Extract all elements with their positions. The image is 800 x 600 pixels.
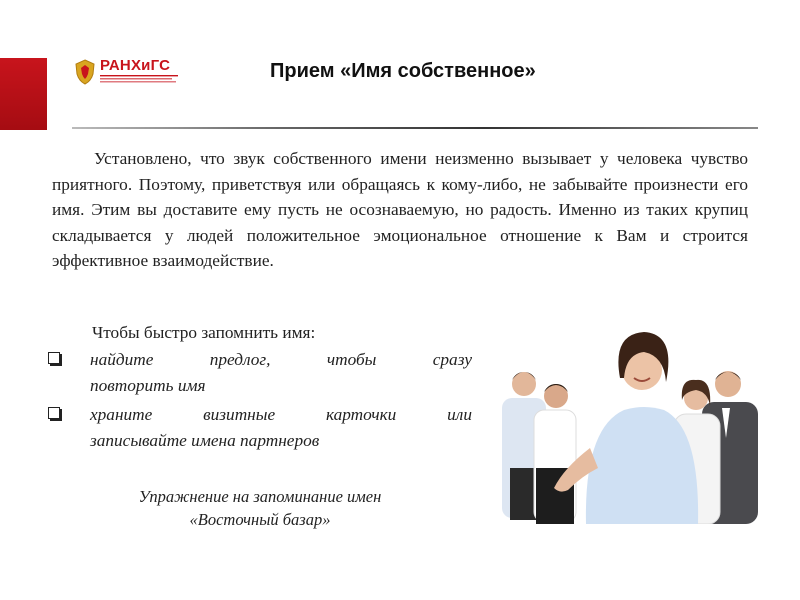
checkbox-bullet-icon [48,407,60,419]
logo-tagline-lines [100,74,180,84]
ranepa-logo [74,57,174,89]
list-item [48,402,472,453]
howto-label: Чтобы быстро запомнить имя: [92,323,316,342]
accent-red-block [0,58,47,130]
exercise-caption [100,485,420,531]
title-divider [72,127,758,129]
tip-line-2: записывайте имена партнеров [90,430,320,450]
exercise-line-2: «Восточный базар» [189,510,331,529]
list-item [48,347,472,398]
tips-list [48,347,472,457]
exercise-line-1: Упражнение на запоминание имен [138,487,382,506]
business-team-photo [494,318,764,524]
tip-line-2: повторить имя [90,375,206,395]
logo-text: РАНХиГС [100,57,171,74]
intro-paragraph: Установлено, что звук собственного имени неизменно вызывает у человека чувство приятного. Поэтому, приветствуя или обращаясь к кому-либо, не забывайте произнести его имя. Этим вы доставите ему пусть не осознаваемую, но радость. Именно из таких крупиц складывается у людей положительное эмоциональное отношение к Вам и строится эффективное взаимодействие. [52,149,748,270]
tip-line-1: найдите предлог, чтобы сразу [90,350,472,369]
emblem-icon [74,59,96,85]
checkbox-bullet-icon [48,352,60,364]
page-title: Прием «Имя собственное» [270,60,536,82]
tip-line-1: храните визитные карточки или [90,405,472,424]
